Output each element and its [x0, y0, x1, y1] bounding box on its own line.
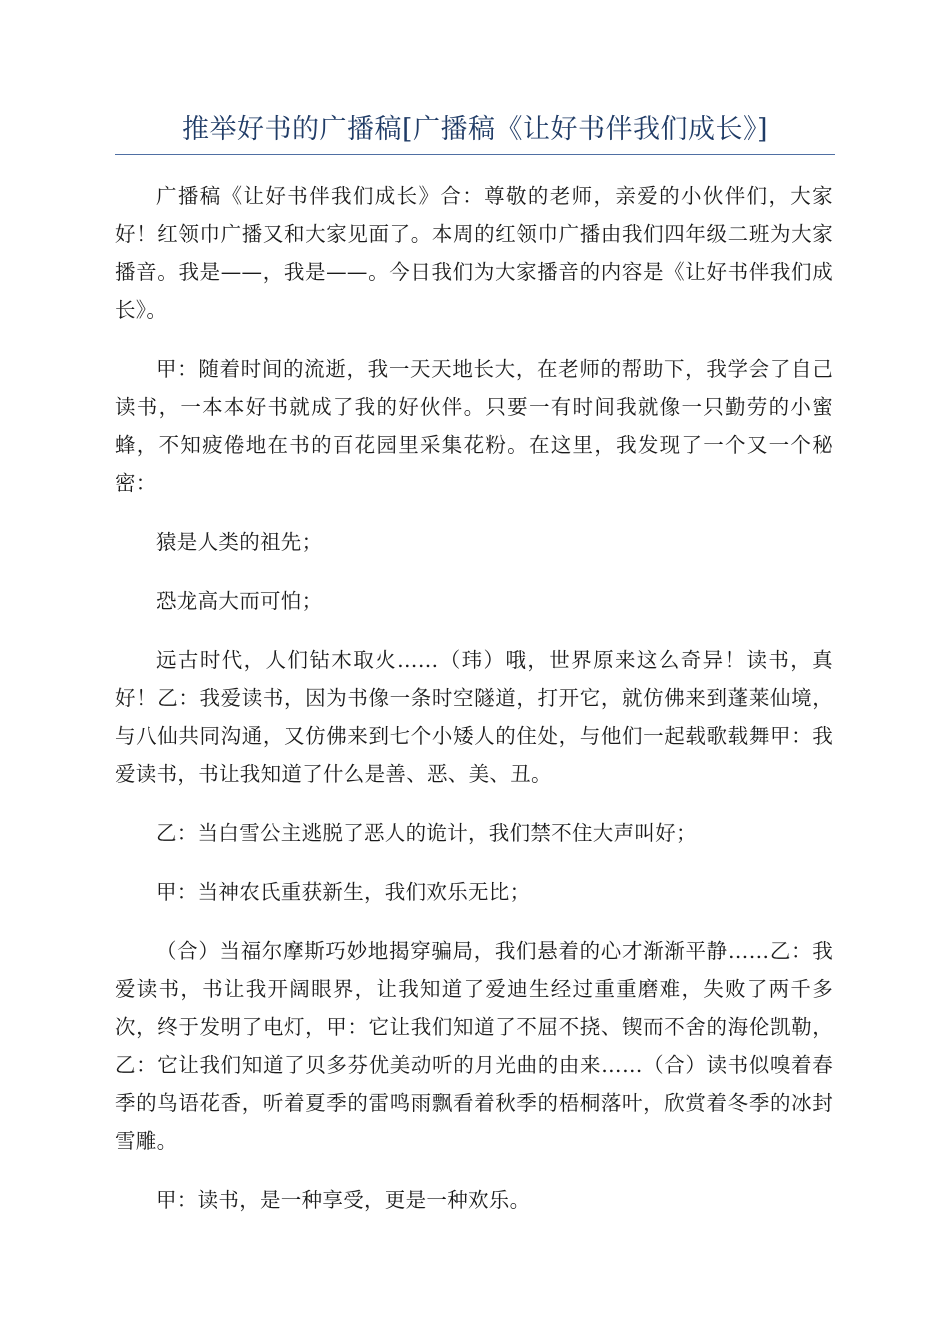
title-block — [115, 112, 835, 155]
paragraph-intro: 广播稿《让好书伴我们成长》合：尊敬的老师，亲爱的小伙伴们，大家好！红领巾广播又和大家见面了。本周的红领巾广播由我们四年级二班为大家播音。我是——，我是——。今日我们为大家播音的内容是《让好书伴我们成长》。 — [115, 184, 833, 322]
paragraph-he-sherlock: （合）当福尔摩斯巧妙地揭穿骗局，我们悬着的心才渐渐平静……乙：我爱读书，书让我开阔眼界，让我知道了爱迪生经过重重磨难，失败了两千多次，终于发明了电灯，甲：它让我们知道了不屈不挠、锲而不舍的海伦凯勒，乙：它让我们知道了贝多芬优美动听的月光曲的由来……（合）读书似嗅着春季的鸟语花香，听着夏季的雷鸣雨飘看着秋季的梧桐落叶，欣赏着冬季的冰封雪雕。 — [115, 939, 833, 1153]
paragraph-ancient-times: 远古时代，人们钻木取火……（玮）哦，世界原来这么奇异！读书，真好！乙：我爱读书，因为书像一条时空隧道，打开它，就仿佛来到蓬莱仙境，与八仙共同沟通，又仿佛来到七个小矮人的住处，与他们一起载歌载舞甲：我爱读书，书让我知道了什么是善、恶、美、丑。 — [115, 648, 833, 786]
paragraph-jia-shennong: 甲：当神农氏重获新生，我们欢乐无比； — [156, 880, 531, 904]
paragraph-jia-enjoyment: 甲：读书，是一种享受，更是一种欢乐。 — [156, 1188, 531, 1212]
paragraph-jia-1: 甲：随着时间的流逝，我一天天地长大，在老师的帮助下，我学会了自己读书，一本本好书就成了我的好伙伴。只要一有时间我就像一只勤劳的小蜜蜂，不知疲倦地在书的百花园里采集花粉。在这里，我发现了一个又一个秘密： — [115, 357, 833, 495]
paragraph-dinosaur: 恐龙高大而可怕； — [156, 589, 323, 613]
paragraph-yi-snow-white: 乙：当白雪公主逃脱了恶人的诡计，我们禁不住大声叫好； — [156, 821, 697, 845]
document-title: 推举好书的广播稿[广播稿《让好书伴我们成长》] — [181, 114, 769, 145]
paragraph-ape: 猿是人类的祖先； — [156, 530, 323, 554]
document-body — [115, 177, 833, 1240]
